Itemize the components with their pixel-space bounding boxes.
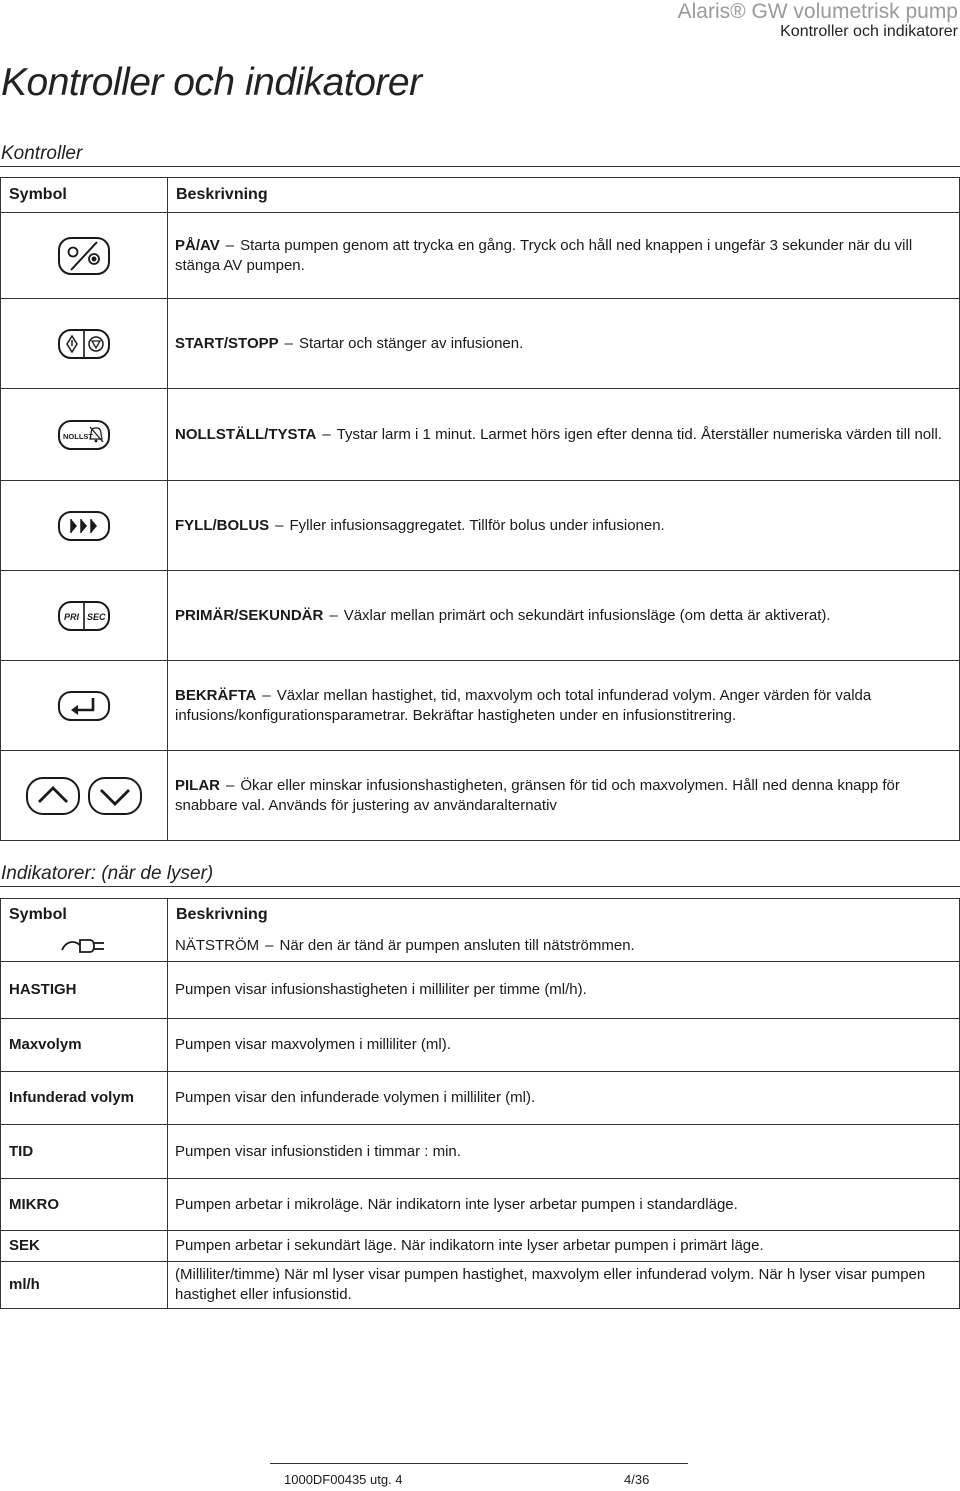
description-cell — [168, 299, 960, 389]
indicators-col-symbol: Symbol — [1, 899, 168, 932]
keyword: NOLLSTÄLL/TYSTA — [175, 425, 317, 443]
dash: – — [284, 334, 293, 352]
controls-col-description: Beskrivning — [168, 178, 960, 213]
controls-header-row — [1, 178, 960, 213]
indicator-label: MIKRO — [1, 1179, 168, 1231]
table-row — [1, 1231, 960, 1262]
indicator-description: Pumpen visar infusionstiden i timmar : min. — [168, 1125, 960, 1179]
dash: – — [329, 606, 338, 624]
arrow-keys-icon — [25, 776, 143, 816]
indicator-label: Maxvolym — [1, 1019, 168, 1072]
table-row — [1, 299, 960, 389]
table-row — [1, 1262, 960, 1309]
symbol-cell — [1, 213, 168, 299]
table-row — [1, 1179, 960, 1231]
table-row — [1, 962, 960, 1019]
power-on-off-icon — [57, 236, 111, 276]
mains-plug-icon — [60, 936, 108, 956]
description-text: Startar och stänger av infusionen. — [298, 334, 524, 352]
table-row — [1, 213, 960, 299]
indicator-description: Pumpen visar maxvolymen i milliliter (ml). — [168, 1019, 960, 1072]
table-row — [1, 389, 960, 481]
document-title: Alaris® GW volumetrisk pump — [677, 0, 958, 23]
keyword: PÅ/AV — [175, 236, 220, 254]
symbol-cell — [1, 661, 168, 751]
description-cell — [168, 661, 960, 751]
reset-icon-label: NOLLST — [63, 431, 93, 441]
controls-table — [0, 177, 960, 841]
indicator-label: Infunderad volym — [1, 1072, 168, 1125]
indicators-col-description: Beskrivning — [168, 899, 960, 932]
indicator-label: TID — [1, 1125, 168, 1179]
table-row — [1, 1125, 960, 1179]
indicators-header-row — [1, 899, 960, 932]
indicators-table — [0, 898, 960, 1309]
dash: – — [322, 425, 331, 443]
indicator-label: ml/h — [1, 1262, 168, 1309]
keyword: NÄTSTRÖM — [175, 937, 260, 955]
symbol-cell — [1, 932, 168, 962]
table-row — [1, 481, 960, 571]
keyword: START/STOPP — [175, 334, 279, 352]
dash: – — [226, 776, 235, 794]
description-text: Starta pumpen genom att trycka en gång. Tryck och håll ned knappen i ungefär 3 sekunder när du vill stänga AV pumpen. — [175, 236, 913, 274]
table-row — [1, 932, 960, 962]
description-cell — [168, 751, 960, 841]
description-cell — [168, 213, 960, 299]
description-text: Ökar eller minskar infusionshastigheten, gränsen för tid och maxvolymen. Håll ned denna knapp för snabbare val. Används för justering av användaralternativ — [175, 776, 900, 814]
keyword: FYLL/BOLUS — [175, 516, 270, 534]
description-text: Växlar mellan hastighet, tid, maxvolym och total infunderad volym. Anger värden för valda infusions/konfigurationsparametrar. Bekräftar hastigheten under en infusionstitrering. — [175, 686, 872, 724]
description-cell — [168, 389, 960, 481]
indicators-section-rule — [0, 886, 960, 887]
indicator-description: Pumpen arbetar i mikroläge. När indikatorn inte lyser arbetar pumpen i standardläge. — [168, 1179, 960, 1231]
description-text: När den är tänd är pumpen ansluten till nätströmmen. — [279, 937, 635, 955]
indicators-section-title: Indikatorer: (när de lyser) — [1, 863, 214, 884]
start-stop-icon — [57, 328, 111, 360]
controls-col-symbol: Symbol — [1, 178, 168, 213]
description-text: Växlar mellan primärt och sekundärt infusionsläge (om detta är aktiverat). — [343, 606, 831, 624]
symbol-cell — [1, 481, 168, 571]
indicator-description: Pumpen visar den infunderade volymen i milliliter (ml). — [168, 1072, 960, 1125]
reset-silence-icon — [57, 419, 111, 451]
footer-rule — [270, 1463, 688, 1464]
dash: – — [262, 686, 271, 704]
keyword: BEKRÄFTA — [175, 686, 257, 704]
sec-icon-label: SEC — [87, 611, 106, 622]
description-cell — [168, 481, 960, 571]
indicator-label: SEK — [1, 1231, 168, 1262]
dash: – — [275, 516, 284, 534]
table-row — [1, 751, 960, 841]
prime-bolus-icon — [57, 510, 111, 542]
footer-page-number: 4/36 — [624, 1472, 650, 1487]
table-row — [1, 1019, 960, 1072]
keyword: PILAR — [175, 776, 220, 794]
controls-section-rule — [0, 166, 960, 167]
table-row — [1, 571, 960, 661]
primary-secondary-icon — [57, 600, 111, 632]
confirm-enter-icon — [57, 690, 111, 722]
dash: – — [265, 937, 274, 955]
document-section: Kontroller och indikatorer — [780, 23, 958, 40]
description-text: Fyller infusionsaggregatet. Tillför bolus under infusionen. — [289, 516, 665, 534]
symbol-cell — [1, 571, 168, 661]
table-row — [1, 661, 960, 751]
indicator-label: HASTIGH — [1, 962, 168, 1019]
symbol-cell — [1, 751, 168, 841]
indicator-description: Pumpen arbetar i sekundärt läge. När indikatorn inte lyser arbetar pumpen i primärt läge. — [168, 1231, 960, 1262]
symbol-cell — [1, 389, 168, 481]
description-cell — [168, 932, 960, 962]
controls-section-title: Kontroller — [1, 143, 83, 164]
dash: – — [225, 236, 235, 254]
description-cell — [168, 571, 960, 661]
description-text: Tystar larm i 1 minut. Larmet hörs igen efter denna tid. Återställer numeriska värden till noll. — [336, 425, 942, 443]
table-row — [1, 1072, 960, 1125]
symbol-cell — [1, 299, 168, 389]
pri-icon-label: PRI — [64, 611, 80, 622]
indicator-description: (Milliliter/timme) När ml lyser visar pumpen hastighet, maxvolym eller infunderad volym. När h lyser visar pumpen hastighet eller infusionstid. — [168, 1262, 960, 1309]
indicator-description: Pumpen visar infusionshastigheten i milliliter per timme (ml/h). — [168, 962, 960, 1019]
page-title: Kontroller och indikatorer — [1, 61, 422, 104]
footer-doc-code: 1000DF00435 utg. 4 — [284, 1472, 403, 1487]
keyword: PRIMÄR/SEKUNDÄR — [175, 606, 324, 624]
